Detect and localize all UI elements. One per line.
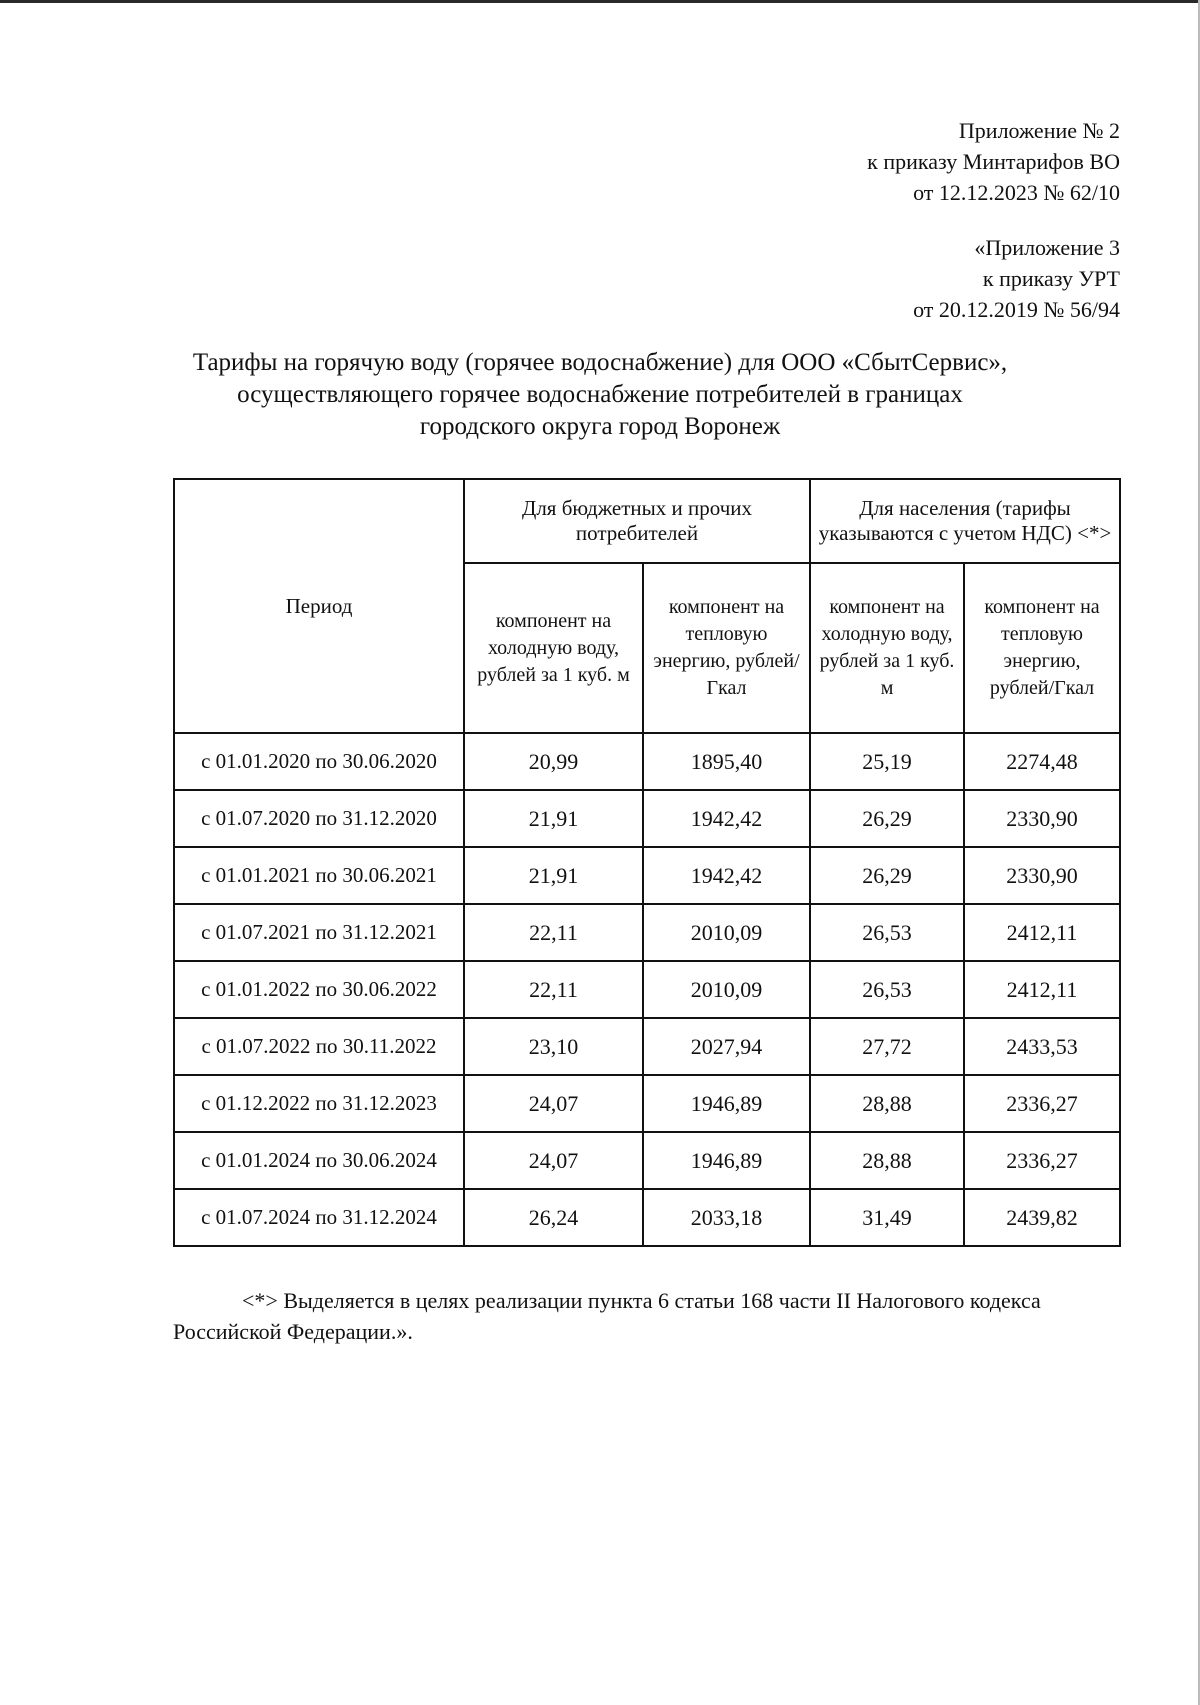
budget-heat-cell: 1895,40 bbox=[643, 733, 810, 790]
budget-cold-cell: 23,10 bbox=[464, 1018, 643, 1075]
title-line: осуществляющего горячее водоснабжение потребителей в границах bbox=[237, 381, 963, 408]
budget-cold-cell: 22,11 bbox=[464, 961, 643, 1018]
period-cell: с 01.07.2020 по 31.12.2020 bbox=[174, 790, 464, 847]
period-cell: с 01.01.2022 по 30.06.2022 bbox=[174, 961, 464, 1018]
population-cold-cell: 31,49 bbox=[810, 1189, 964, 1246]
period-cell: с 01.01.2020 по 30.06.2020 bbox=[174, 733, 464, 790]
title-line: Тарифы на горячую воду (горячее водоснабжение) для ООО «СбытСервис», bbox=[192, 349, 1008, 376]
population-heat-cell: 2412,11 bbox=[964, 961, 1120, 1018]
population-heat-cell: 2330,90 bbox=[964, 790, 1120, 847]
table-row bbox=[174, 1189, 1120, 1246]
period-header: Период bbox=[174, 479, 464, 733]
appendix-line: от 12.12.2023 № 62/10 bbox=[913, 180, 1120, 205]
population-heat-cell: 2336,27 bbox=[964, 1075, 1120, 1132]
table-row bbox=[174, 1018, 1120, 1075]
period-cell: с 01.07.2022 по 30.11.2022 bbox=[174, 1018, 464, 1075]
population-cold-cell: 26,53 bbox=[810, 961, 964, 1018]
tariff-table bbox=[173, 478, 1121, 1247]
period-cell: с 01.01.2021 по 30.06.2021 bbox=[174, 847, 464, 904]
budget-heat-cell: 1946,89 bbox=[643, 1132, 810, 1189]
table-row bbox=[174, 733, 1120, 790]
population-heat-cell: 2336,27 bbox=[964, 1132, 1120, 1189]
title-line: городского округа город Воронеж bbox=[419, 413, 781, 440]
budget-group-header: Для бюджетных и прочих потребителей bbox=[464, 479, 810, 563]
table-row bbox=[174, 1132, 1120, 1189]
reference-line: к приказу УРТ bbox=[982, 266, 1120, 291]
population-heat-cell: 2433,53 bbox=[964, 1018, 1120, 1075]
budget-heat-cell: 1942,42 bbox=[643, 847, 810, 904]
table-row bbox=[174, 1075, 1120, 1132]
budget-cold-cell: 21,91 bbox=[464, 790, 643, 847]
budget-heat-header: компонент на тепловую энергию, рублей/Гкал bbox=[643, 563, 810, 733]
appendix-header bbox=[867, 115, 1120, 208]
population-cold-cell: 26,29 bbox=[810, 790, 964, 847]
population-cold-cell: 27,72 bbox=[810, 1018, 964, 1075]
period-cell: с 01.01.2024 по 30.06.2024 bbox=[174, 1132, 464, 1189]
population-cold-cell: 26,53 bbox=[810, 904, 964, 961]
scan-top-edge bbox=[0, 0, 1200, 3]
population-heat-cell: 2274,48 bbox=[964, 733, 1120, 790]
period-cell: с 01.07.2021 по 31.12.2021 bbox=[174, 904, 464, 961]
appendix-line: к приказу Минтарифов ВО bbox=[867, 149, 1120, 174]
population-cold-cell: 28,88 bbox=[810, 1132, 964, 1189]
period-cell: с 01.07.2024 по 31.12.2024 bbox=[174, 1189, 464, 1246]
table-row bbox=[174, 961, 1120, 1018]
population-heat-cell: 2412,11 bbox=[964, 904, 1120, 961]
budget-heat-cell: 2033,18 bbox=[643, 1189, 810, 1246]
budget-cold-cell: 22,11 bbox=[464, 904, 643, 961]
reference-line: «Приложение 3 bbox=[974, 235, 1120, 260]
budget-heat-cell: 1946,89 bbox=[643, 1075, 810, 1132]
table-row bbox=[174, 847, 1120, 904]
population-heat-cell: 2330,90 bbox=[964, 847, 1120, 904]
population-heat-cell: 2439,82 bbox=[964, 1189, 1120, 1246]
table-row bbox=[174, 790, 1120, 847]
budget-cold-cell: 26,24 bbox=[464, 1189, 643, 1246]
budget-cold-cell: 21,91 bbox=[464, 847, 643, 904]
population-cold-header: компонент на холодную воду, рублей за 1 куб. м bbox=[810, 563, 964, 733]
appendix-line: Приложение № 2 bbox=[958, 118, 1120, 143]
document-title bbox=[150, 347, 1050, 443]
table-row bbox=[174, 904, 1120, 961]
budget-heat-cell: 1942,42 bbox=[643, 790, 810, 847]
budget-heat-cell: 2010,09 bbox=[643, 904, 810, 961]
population-heat-header: компонент на тепловую энергию, рублей/Гкал bbox=[964, 563, 1120, 733]
budget-cold-cell: 24,07 bbox=[464, 1132, 643, 1189]
population-cold-cell: 28,88 bbox=[810, 1075, 964, 1132]
budget-heat-cell: 2010,09 bbox=[643, 961, 810, 1018]
footnote: <*> Выделяется в целях реализации пункта 6 статьи 168 части II Налогового кодекса Российской Федерации.». bbox=[173, 1288, 1041, 1344]
budget-cold-cell: 24,07 bbox=[464, 1075, 643, 1132]
budget-cold-header: компонент на холодную воду, рублей за 1 куб. м bbox=[464, 563, 643, 733]
budget-heat-cell: 2027,94 bbox=[643, 1018, 810, 1075]
population-cold-cell: 26,29 bbox=[810, 847, 964, 904]
period-cell: с 01.12.2022 по 31.12.2023 bbox=[174, 1075, 464, 1132]
reference-header bbox=[913, 232, 1120, 325]
population-cold-cell: 25,19 bbox=[810, 733, 964, 790]
population-group-header: Для населения (тарифы указываются с учетом НДС) <*> bbox=[810, 479, 1120, 563]
budget-cold-cell: 20,99 bbox=[464, 733, 643, 790]
reference-line: от 20.12.2019 № 56/94 bbox=[913, 297, 1120, 322]
